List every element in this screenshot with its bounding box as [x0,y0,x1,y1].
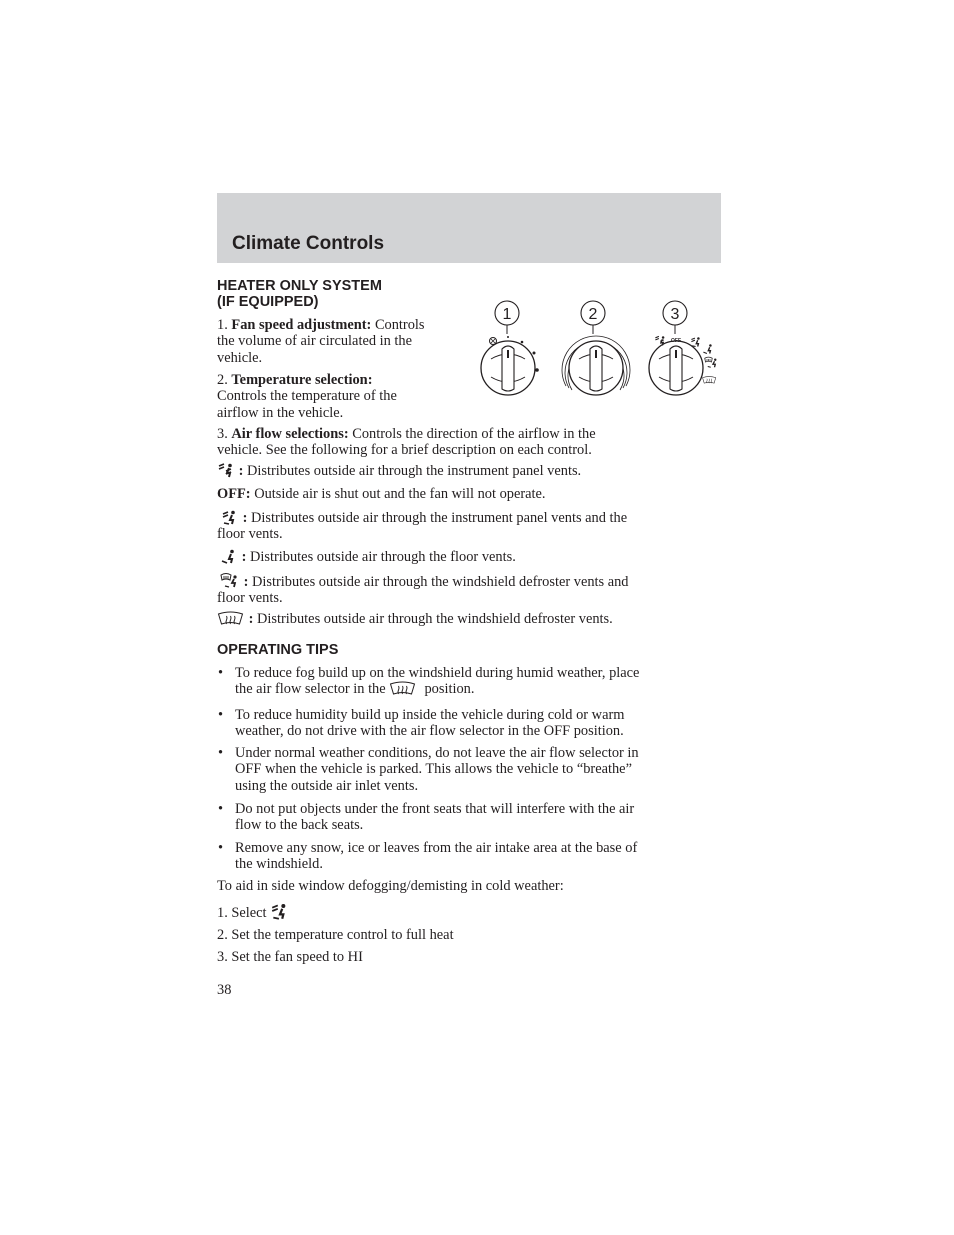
floor-vent-icon [220,548,238,564]
defog-step-1 [217,902,290,921]
tip-text: Remove any snow, ice or leaves from the air intake area at the base of [235,840,638,856]
floor-vent-icon [703,344,711,353]
item-fan-speed [217,317,477,366]
mode-text: Distributes outside air through the floor vents. [250,549,516,565]
defog-intro: To aid in side window defogging/demisting in cold weather: [217,878,564,894]
defrost-floor-icon [220,572,240,589]
section-heading-line2: (IF EQUIPPED) [217,294,319,310]
defrost-icon [389,681,417,696]
callout-label-2: 2 [588,306,598,323]
tip-item [235,745,723,794]
mode-text: Distributes outside air through the windshield defroster vents. [257,611,613,627]
tip-text: the air flow selector in the [235,681,386,698]
mode-separator: : [238,463,244,479]
mode-separator: : [242,510,248,526]
off-label: OFF [671,338,681,344]
mode-separator: : [241,549,247,565]
mode-panel-floor [217,509,723,543]
tip-text: the windshield. [235,856,323,873]
panel-vent-icon [655,336,664,345]
temperature-knob [562,336,630,395]
tip-text: To reduce fog build up on the windshield during humid weather, place [235,665,640,681]
mode-panel [217,462,723,479]
panel-vent-icon [217,462,235,478]
mode-label: OFF: [217,486,251,502]
callout-2 [581,301,605,334]
bullet: • [218,801,224,817]
item-text: the volume of air circulated in the [217,333,412,350]
bullet: • [218,840,224,856]
item-number: 2. [217,372,228,388]
callout-label-3: 3 [670,306,680,323]
item-label: Air flow selections: [231,426,349,442]
climate-control-knobs-diagram [478,298,723,402]
item-text: Controls the direction of the airflow in the [352,426,596,442]
item-text: vehicle. [217,349,263,366]
item-air-flow [217,426,723,459]
section-heading [217,278,382,310]
callout-1 [495,301,519,334]
defrost-icon [703,377,716,384]
item-number: 1. [217,317,228,333]
defrost-icon [217,611,245,626]
callout-3 [663,301,687,334]
item-text: vehicle. See the following for a brief description on each control. [217,442,592,459]
page-number: 38 [217,982,232,998]
item-label: Temperature selection: [231,372,373,388]
mode-text: Outside air is shut out and the fan will not operate. [254,486,546,502]
defog-step-2: 2. Set the temperature control to full heat [217,927,454,943]
tip-text: weather, do not drive with the air flow selector in the OFF position. [235,723,624,740]
fan-speed-knob [481,336,539,395]
tip-item [235,707,723,740]
air-flow-knob [649,336,716,395]
mode-separator: : [248,611,254,627]
tip-item [235,840,723,873]
defog-step-3: 3. Set the fan speed to HI [217,949,363,965]
item-temperature [217,372,477,421]
item-label: Fan speed adjustment: [231,317,372,333]
item-number: 3. [217,426,228,442]
mode-text: floor vents. [217,590,283,607]
tip-text: Under normal weather conditions, do not leave the air flow selector in [235,745,639,761]
tip-text: position. [424,681,475,698]
item-text: Controls [374,317,425,333]
tip-text: Do not put objects under the front seats that will interfere with the air [235,801,635,817]
mode-text: Distributes outside air through the instrument panel vents. [247,463,582,479]
bullet: • [218,665,224,681]
mode-off [217,486,723,502]
panel-floor-vent-icon [221,509,239,525]
tip-item [235,801,723,834]
item-text: airflow in the vehicle. [217,404,344,421]
mode-defrost-floor [217,572,723,607]
mode-text: Distributes outside air through the instrument panel vents and the [251,510,628,526]
bullet: • [218,707,224,723]
defog-step-text: 1. Select [217,905,267,921]
tip-item [235,665,723,698]
mode-separator: : [243,574,249,590]
bullet: • [218,745,224,761]
item-text: Controls the temperature of the [217,388,397,405]
defrost-floor-icon [705,357,717,367]
tip-text: using the outside air inlet vents. [235,777,419,794]
page-title: Climate Controls [232,233,385,254]
panel-floor-vent-icon [270,902,290,920]
mode-text: floor vents. [217,526,283,543]
mode-defrost [217,611,723,627]
fan-icon [490,338,497,345]
tip-text: OFF when the vehicle is parked. This allows the vehicle to “breathe” [235,761,632,778]
operating-tips-heading: OPERATING TIPS [217,642,339,658]
callout-label-1: 1 [502,306,512,323]
tip-text: To reduce humidity build up inside the vehicle during cold or warm [235,707,625,723]
panel-floor-vent-icon [691,337,699,346]
mode-floor [217,548,723,565]
tip-text: flow to the back seats. [235,817,364,834]
section-heading-line1: HEATER ONLY SYSTEM [217,278,382,294]
mode-text: Distributes outside air through the windshield defroster vents and [252,574,629,590]
